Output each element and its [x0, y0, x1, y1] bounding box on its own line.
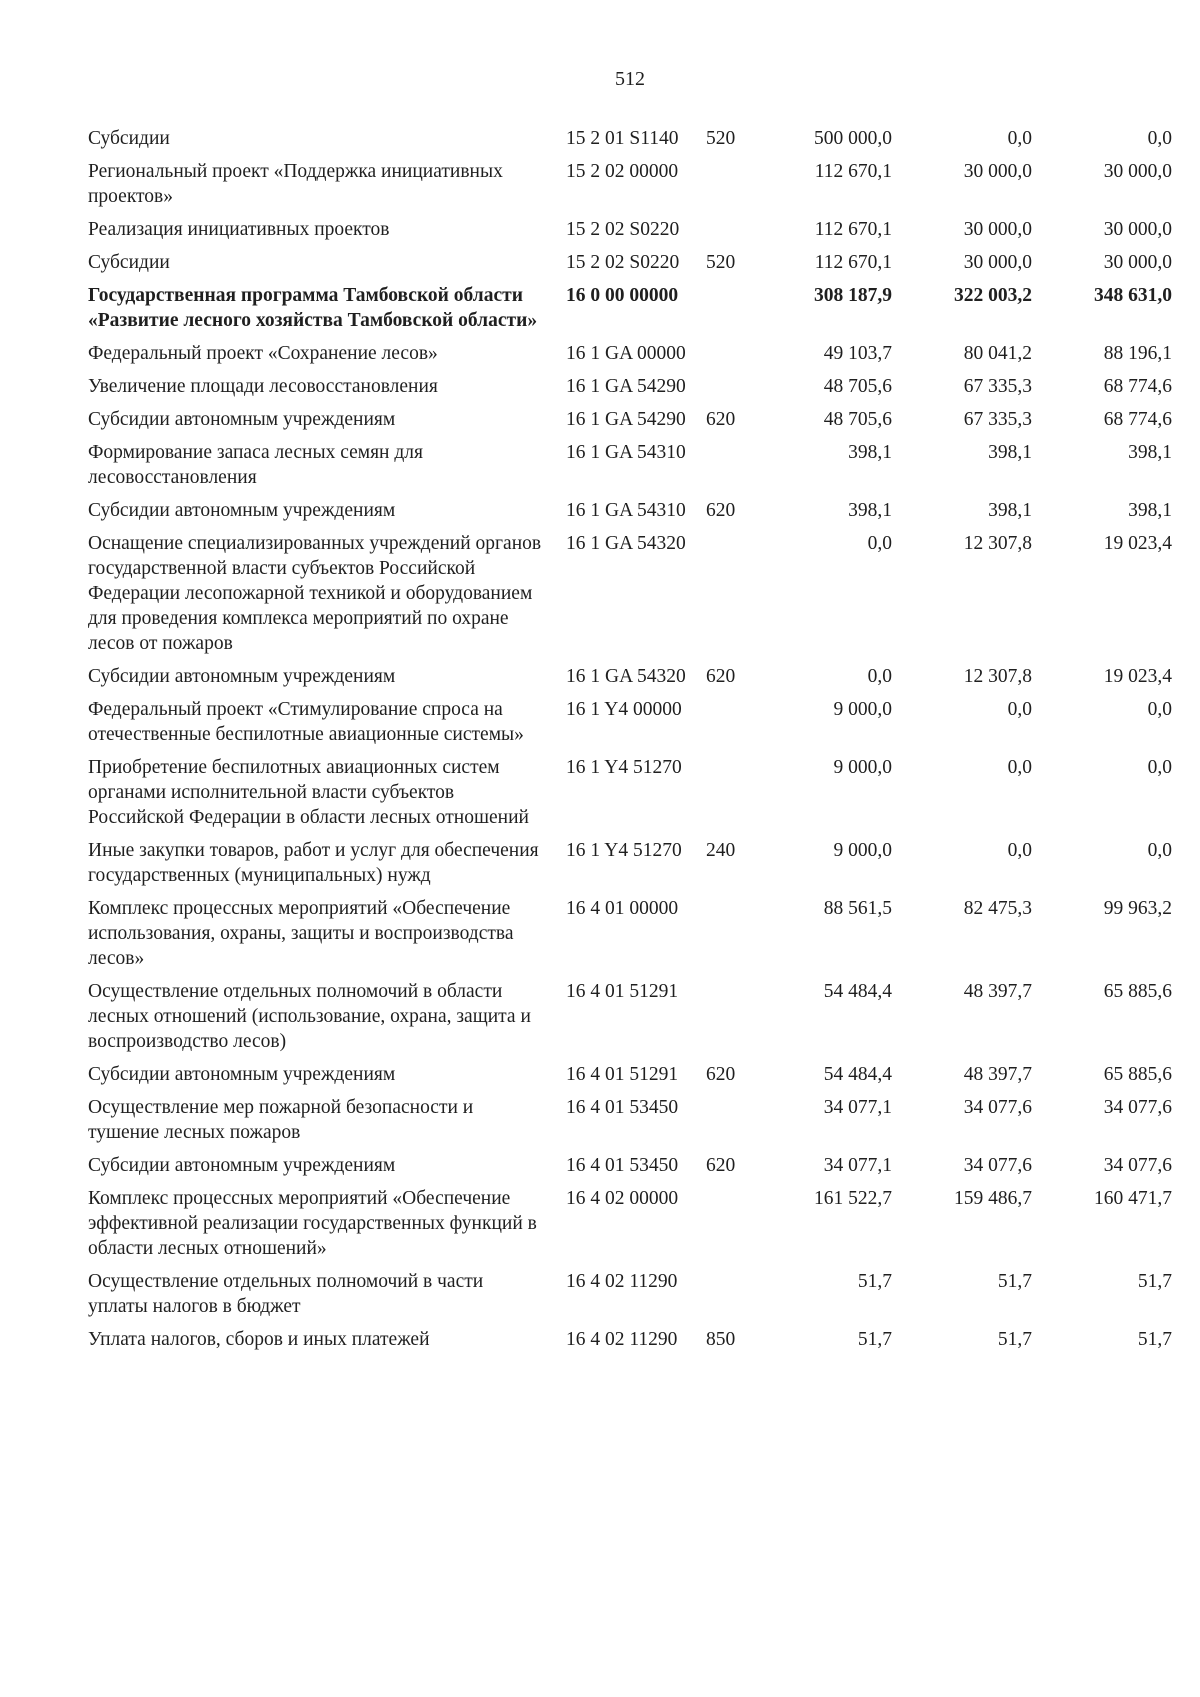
- row-amount-year-3: 348 631,0: [1094, 285, 1172, 306]
- table-row: [88, 1153, 1172, 1186]
- row-amount-year-2: 51,7: [997, 1329, 1032, 1350]
- row-name: Федеральный проект «Стимулирование спроса на отечественные беспилотные авиационные системы»: [88, 699, 524, 745]
- row-amount-year-3: 99 963,2: [1103, 898, 1172, 919]
- row-amount-year-2: 398,1: [988, 500, 1032, 521]
- row-expense-type: [704, 283, 774, 341]
- row-name: Реализация инициативных проектов: [88, 219, 390, 240]
- row-name: Уплата налогов, сборов и иных платежей: [88, 1329, 430, 1350]
- row-amount-year-3: 19 023,4: [1103, 666, 1172, 687]
- row-amount-year-3: 34 077,6: [1103, 1155, 1172, 1176]
- row-name: Субсидии автономным учреждениям: [88, 409, 396, 430]
- row-code: 16 1 Y4 51270: [566, 840, 682, 861]
- row-amount-year-2: 30 000,0: [963, 252, 1032, 273]
- row-amount-year-2: 34 077,6: [963, 1155, 1032, 1176]
- table-row: [88, 1269, 1172, 1327]
- table-row: [88, 979, 1172, 1062]
- row-amount-year-3: 51,7: [1137, 1271, 1172, 1292]
- row-amount-year-1: 9 000,0: [833, 699, 892, 720]
- row-expense-type: 620: [706, 1155, 736, 1176]
- row-expense-type: 240: [706, 840, 736, 861]
- row-amount-year-2: 12 307,8: [963, 533, 1032, 554]
- row-amount-year-2: 48 397,7: [963, 981, 1032, 1002]
- table-row: [88, 664, 1172, 697]
- row-code: 16 4 01 53450: [566, 1097, 679, 1118]
- row-expense-type: [704, 979, 774, 1062]
- row-amount-year-2: 0,0: [1007, 699, 1032, 720]
- table-row: [88, 440, 1172, 498]
- row-name: Субсидии автономным учреждениям: [88, 500, 396, 521]
- row-code: 16 4 01 51291: [566, 1064, 679, 1085]
- row-expense-type: [704, 896, 774, 979]
- table-row: [88, 341, 1172, 374]
- row-amount-year-1: 112 670,1: [814, 252, 892, 273]
- table-row: [88, 1327, 1172, 1360]
- row-amount-year-3: 0,0: [1147, 757, 1172, 778]
- row-expense-type: [704, 217, 774, 250]
- row-name: Комплекс процессных мероприятий «Обеспечение эффективной реализации государственных функций в области лесных отношений»: [88, 1188, 537, 1259]
- row-amount-year-1: 112 670,1: [814, 219, 892, 240]
- row-name: Субсидии: [88, 252, 170, 273]
- row-amount-year-2: 322 003,2: [954, 285, 1032, 306]
- row-code: 15 2 02 00000: [566, 161, 679, 182]
- row-amount-year-1: 398,1: [848, 442, 892, 463]
- row-amount-year-2: 67 335,3: [963, 409, 1032, 430]
- table-row: [88, 250, 1172, 283]
- row-amount-year-2: 67 335,3: [963, 376, 1032, 397]
- row-amount-year-2: 0,0: [1007, 757, 1032, 778]
- row-name: Государственная программа Тамбовской области «Развитие лесного хозяйства Тамбовской области»: [88, 285, 538, 331]
- row-amount-year-2: 82 475,3: [963, 898, 1032, 919]
- row-amount-year-1: 0,0: [867, 533, 892, 554]
- row-amount-year-1: 54 484,4: [823, 981, 892, 1002]
- row-code: 16 4 02 11290: [566, 1271, 678, 1292]
- row-code: 16 0 00 00000: [566, 285, 679, 306]
- row-code: 16 1 GA 54310: [566, 442, 686, 463]
- row-code: 16 1 Y4 51270: [566, 757, 682, 778]
- row-code: 16 1 GA 54310: [566, 500, 686, 521]
- row-expense-type: [704, 755, 774, 838]
- row-name: Иные закупки товаров, работ и услуг для обеспечения государственных (муниципальных) нужд: [88, 840, 539, 886]
- row-expense-type: [704, 1186, 774, 1269]
- row-name: Комплекс процессных мероприятий «Обеспечение использования, охраны, защиты и воспроизводства лесов»: [88, 898, 514, 969]
- row-code: 15 2 02 S0220: [566, 252, 680, 273]
- budget-table-body: [88, 126, 1172, 1360]
- row-expense-type: 520: [706, 128, 736, 149]
- row-amount-year-3: 34 077,6: [1103, 1097, 1172, 1118]
- row-expense-type: [704, 697, 774, 755]
- row-amount-year-2: 0,0: [1007, 128, 1032, 149]
- row-code: 16 4 01 00000: [566, 898, 679, 919]
- row-amount-year-2: 51,7: [997, 1271, 1032, 1292]
- row-name: Региональный проект «Поддержка инициативных проектов»: [88, 161, 503, 207]
- row-name: Субсидии: [88, 128, 170, 149]
- row-name: Осуществление отдельных полномочий в части уплаты налогов в бюджет: [88, 1271, 484, 1317]
- row-amount-year-3: 65 885,6: [1103, 1064, 1172, 1085]
- table-row: [88, 217, 1172, 250]
- table-row: [88, 283, 1172, 341]
- table-row: [88, 838, 1172, 896]
- row-expense-type: 620: [706, 1064, 736, 1085]
- row-code: 16 1 GA 54290: [566, 409, 686, 430]
- row-amount-year-2: 80 041,2: [963, 343, 1032, 364]
- row-name: Субсидии автономным учреждениям: [88, 666, 396, 687]
- row-amount-year-3: 398,1: [1128, 442, 1172, 463]
- row-expense-type: [704, 159, 774, 217]
- table-row: [88, 159, 1172, 217]
- row-name: Увеличение площади лесовосстановления: [88, 376, 438, 397]
- row-amount-year-1: 161 522,7: [814, 1188, 892, 1209]
- row-amount-year-2: 159 486,7: [954, 1188, 1032, 1209]
- row-amount-year-1: 9 000,0: [833, 840, 892, 861]
- row-expense-type: [704, 374, 774, 407]
- row-name: Осуществление мер пожарной безопасности и тушение лесных пожаров: [88, 1097, 474, 1143]
- row-amount-year-1: 112 670,1: [814, 161, 892, 182]
- row-amount-year-3: 0,0: [1147, 699, 1172, 720]
- table-row: [88, 1186, 1172, 1269]
- row-code: 15 2 01 S1140: [566, 128, 679, 149]
- row-amount-year-2: 0,0: [1007, 840, 1032, 861]
- row-expense-type: [704, 531, 774, 664]
- budget-table: [88, 126, 1172, 1360]
- row-amount-year-2: 48 397,7: [963, 1064, 1032, 1085]
- row-amount-year-1: 54 484,4: [823, 1064, 892, 1085]
- row-expense-type: 620: [706, 666, 736, 687]
- row-name: Федеральный проект «Сохранение лесов»: [88, 343, 438, 364]
- row-amount-year-1: 34 077,1: [823, 1097, 892, 1118]
- row-code: 16 1 GA 54320: [566, 533, 686, 554]
- row-amount-year-2: 30 000,0: [963, 219, 1032, 240]
- row-amount-year-1: 500 000,0: [814, 128, 892, 149]
- page-number: 512: [615, 68, 645, 90]
- row-amount-year-3: 65 885,6: [1103, 981, 1172, 1002]
- table-row: [88, 896, 1172, 979]
- row-code: 15 2 02 S0220: [566, 219, 680, 240]
- row-expense-type: 520: [706, 252, 736, 273]
- row-amount-year-1: 48 705,6: [823, 409, 892, 430]
- row-amount-year-1: 398,1: [848, 500, 892, 521]
- row-amount-year-3: 30 000,0: [1103, 219, 1172, 240]
- row-amount-year-2: 12 307,8: [963, 666, 1032, 687]
- row-name: Субсидии автономным учреждениям: [88, 1064, 396, 1085]
- row-name: Субсидии автономным учреждениям: [88, 1155, 396, 1176]
- row-amount-year-1: 49 103,7: [823, 343, 892, 364]
- row-amount-year-3: 0,0: [1147, 128, 1172, 149]
- row-amount-year-3: 68 774,6: [1103, 376, 1172, 397]
- row-expense-type: 620: [706, 409, 736, 430]
- row-code: 16 4 01 51291: [566, 981, 679, 1002]
- row-code: 16 1 GA 54320: [566, 666, 686, 687]
- table-row: [88, 1095, 1172, 1153]
- row-amount-year-1: 308 187,9: [814, 285, 892, 306]
- row-amount-year-3: 0,0: [1147, 840, 1172, 861]
- table-row: [88, 374, 1172, 407]
- row-name: Осуществление отдельных полномочий в области лесных отношений (использование, охрана, защита и воспроизводство лесов): [88, 981, 531, 1052]
- row-amount-year-1: 9 000,0: [833, 757, 892, 778]
- row-expense-type: [704, 1269, 774, 1327]
- row-amount-year-3: 68 774,6: [1103, 409, 1172, 430]
- row-amount-year-3: 88 196,1: [1103, 343, 1172, 364]
- row-name: Оснащение специализированных учреждений органов государственной власти субъектов Российской Федерации лесопожарной техникой и оборудованием для проведения комплекса мероприятий по охране лесов от пожаров: [88, 533, 542, 654]
- table-row: [88, 755, 1172, 838]
- row-amount-year-3: 19 023,4: [1103, 533, 1172, 554]
- row-amount-year-3: 398,1: [1128, 500, 1172, 521]
- row-code: 16 4 01 53450: [566, 1155, 679, 1176]
- row-amount-year-1: 51,7: [857, 1271, 892, 1292]
- row-amount-year-1: 48 705,6: [823, 376, 892, 397]
- row-amount-year-1: 51,7: [857, 1329, 892, 1350]
- row-code: 16 1 GA 54290: [566, 376, 686, 397]
- row-amount-year-3: 30 000,0: [1103, 252, 1172, 273]
- row-name: Формирование запаса лесных семян для лесовосстановления: [88, 442, 423, 488]
- row-name: Приобретение беспилотных авиационных систем органами исполнительной власти субъектов Российской Федерации в области лесных отношений: [88, 757, 529, 828]
- table-row: [88, 126, 1172, 159]
- row-expense-type: 620: [706, 500, 736, 521]
- row-amount-year-2: 34 077,6: [963, 1097, 1032, 1118]
- row-amount-year-2: 398,1: [988, 442, 1032, 463]
- table-row: [88, 407, 1172, 440]
- row-amount-year-1: 88 561,5: [823, 898, 892, 919]
- table-row: [88, 531, 1172, 664]
- row-code: 16 4 02 11290: [566, 1329, 678, 1350]
- table-row: [88, 498, 1172, 531]
- row-expense-type: 850: [706, 1329, 736, 1350]
- row-amount-year-1: 34 077,1: [823, 1155, 892, 1176]
- row-expense-type: [704, 1095, 774, 1153]
- row-amount-year-3: 30 000,0: [1103, 161, 1172, 182]
- row-amount-year-1: 0,0: [867, 666, 892, 687]
- row-amount-year-3: 160 471,7: [1094, 1188, 1172, 1209]
- row-code: 16 1 Y4 00000: [566, 699, 682, 720]
- row-expense-type: [704, 341, 774, 374]
- row-amount-year-2: 30 000,0: [963, 161, 1032, 182]
- table-row: [88, 1062, 1172, 1095]
- row-code: 16 1 GA 00000: [566, 343, 686, 364]
- row-code: 16 4 02 00000: [566, 1188, 679, 1209]
- row-amount-year-3: 51,7: [1137, 1329, 1172, 1350]
- table-row: [88, 697, 1172, 755]
- row-expense-type: [704, 440, 774, 498]
